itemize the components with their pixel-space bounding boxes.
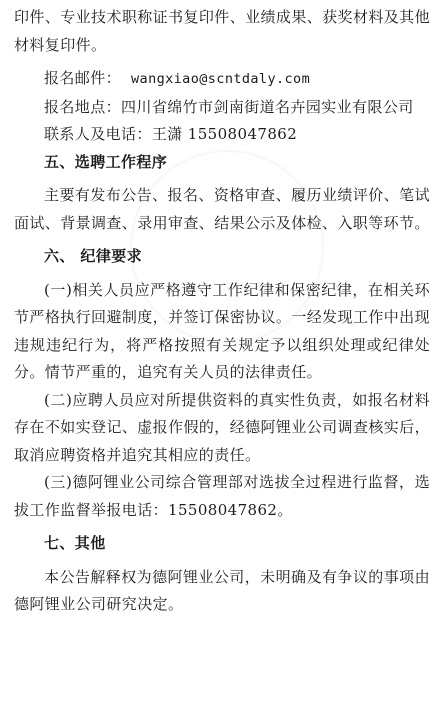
location-line <box>14 94 430 122</box>
section5-heading: 五、选聘工作程序 <box>44 152 168 171</box>
email-label: 报名邮件： <box>44 69 122 87</box>
section6-item1: (一)相关人员应严格遵守工作纪律和保密纪律，在相关环节严格执行回避制度，并签订保密协议。一经发现工作中出现违规违纪行为，将严格按照有关规定予以组织处理或纪律处分。情节严重的，追究有关人员的法律责任。 <box>14 280 430 381</box>
location-label: 报名地点： <box>44 97 122 116</box>
location-value: 四川省绵竹市剑南街道名卉园实业有限公司 <box>121 97 414 116</box>
contact-line <box>14 121 430 149</box>
section6-heading: 六、 纪律要求 <box>44 247 143 265</box>
section6-item3: (三)德阿锂业公司综合管理部对选拔全过程进行监督，选拔工作监督举报电话：15508047862。 <box>14 473 430 519</box>
section5-body: 主要有发布公告、报名、资格审查、履历业绩评价、笔试面试、背景调查、录用审查、结果公示及体检、入职等环节。 <box>14 186 430 232</box>
email-line <box>14 65 430 94</box>
email-value: wangxiao@scntdaly.com <box>131 71 311 87</box>
contact-label: 联系人及电话： <box>44 125 152 143</box>
section7-heading: 七、其他 <box>44 534 106 552</box>
intro-tail-paragraph: 印件、专业技术职称证书复印件、业绩成果、获奖材料及其他材料复印件。 <box>14 8 430 54</box>
section6-item2: (二)应聘人员应对所提供资料的真实性负责，如报名材料存在不如实登记、虚报作假的，经德阿锂业公司调查核实后，取消应聘资格并追究其相应的责任。 <box>14 390 430 464</box>
section7-body: 本公告解释权为德阿锂业公司，未明确及有争议的事项由德阿锂业公司研究决定。 <box>14 567 430 613</box>
contact-value: 王潇 15508047862 <box>151 125 298 143</box>
